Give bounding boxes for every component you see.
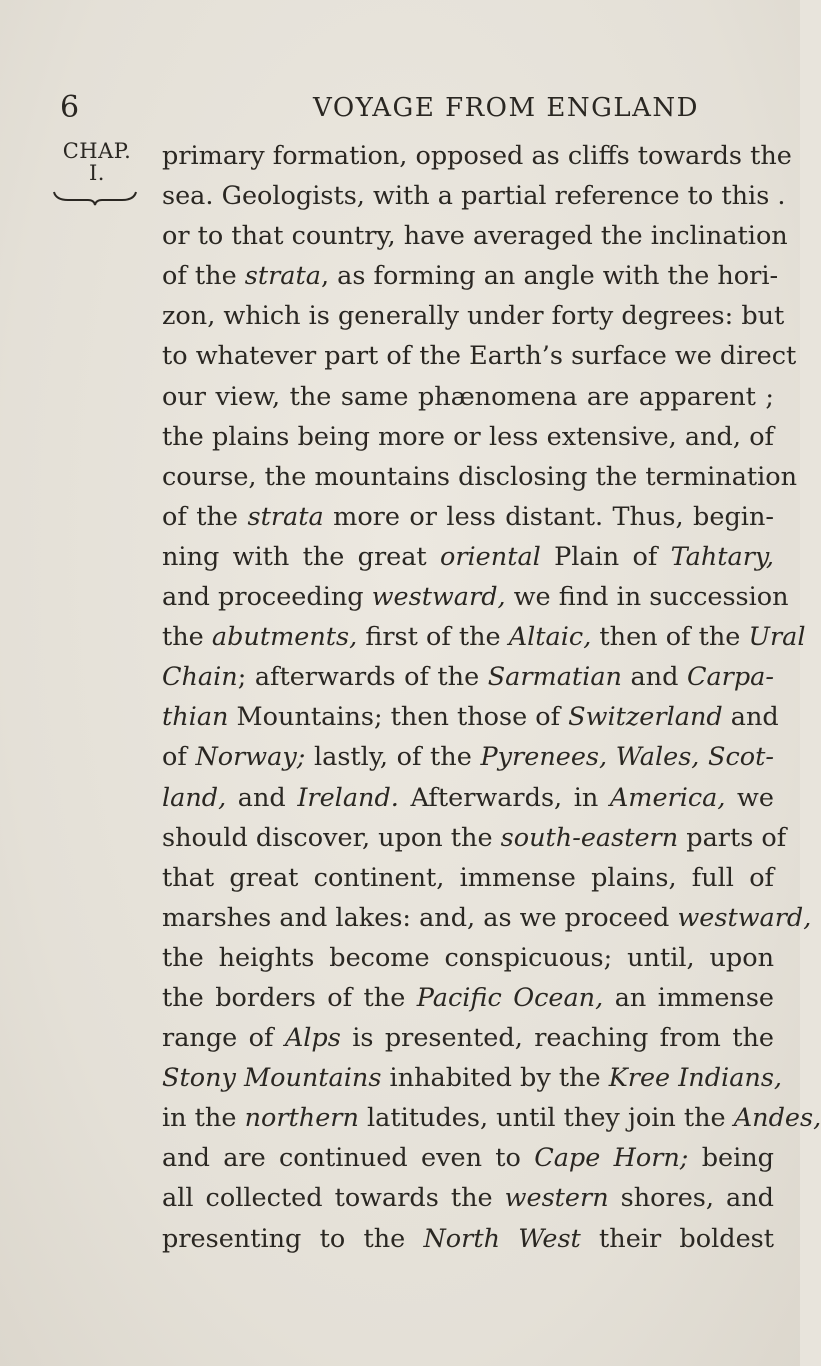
italic-term: Alps xyxy=(284,1023,341,1054)
italic-term: Norway; xyxy=(195,742,306,773)
italic-term: land, xyxy=(162,782,227,813)
italic-term: strata xyxy=(244,261,321,292)
text-line: primary formation, opposed as cliffs towards the xyxy=(162,141,792,171)
italic-term: Altaic, xyxy=(508,622,592,653)
chapter-label: CHAP. xyxy=(62,139,132,163)
italic-term: Ural xyxy=(748,622,806,653)
italic-term: westward, xyxy=(371,582,506,613)
italic-term: Ireland. xyxy=(297,782,399,813)
italic-term: Cape Horn; xyxy=(534,1143,689,1174)
chapter-sidenote xyxy=(52,140,142,206)
italic-term: Tahtary, xyxy=(670,541,775,572)
text-line: and proceeding westward, we find in succession xyxy=(162,582,789,613)
text-line: the heights become conspicuous; until, upon xyxy=(162,942,774,973)
brace-ornament xyxy=(52,190,138,206)
italic-term: Chain xyxy=(162,662,238,693)
text-line: thian Mountains; then those of Switzerland and xyxy=(162,702,779,733)
text-line: sea. Geologists, with a partial reference to this . xyxy=(162,181,786,212)
italic-term: oriental xyxy=(439,541,541,572)
text-line: land, and Ireland. Afterwards, in America, we xyxy=(162,782,774,813)
text-line: Chain; afterwards of the Sarmatian and Carpa- xyxy=(162,662,774,693)
text-line: and are continued even to Cape Horn; being xyxy=(162,1143,775,1174)
italic-term: Andes, xyxy=(733,1103,821,1134)
text-line: to whatever part of the Earth’s surface we direct xyxy=(162,341,797,372)
page-header xyxy=(0,88,800,128)
text-line: zon, which is generally under forty degrees: but xyxy=(162,301,785,332)
italic-term: North West xyxy=(423,1223,581,1254)
italic-term: Sarmatian xyxy=(487,662,622,693)
text-line: the abutments, first of the Altaic, then of the Ural xyxy=(162,622,806,653)
italic-term: northern xyxy=(244,1103,359,1134)
italic-term: Switzerland xyxy=(568,702,723,733)
italic-term: Stony Mountains xyxy=(162,1063,382,1094)
running-title: VOYAGE FROM ENGLAND xyxy=(313,93,700,123)
text-line: course, the mountains disclosing the termination xyxy=(162,461,798,492)
text-line: or to that country, have averaged the inclination xyxy=(162,221,788,252)
text-line: of Norway; lastly, of the Pyrenees, Wales, Scot- xyxy=(162,742,775,773)
text-line: of the strata, as forming an angle with the hori- xyxy=(162,261,779,292)
text-line: presenting to the North West their boldest xyxy=(162,1223,774,1254)
text-line: marshes and lakes: and, as we proceed westward, xyxy=(162,902,812,933)
text-line: range of Alps is presented, reaching from the xyxy=(162,1023,774,1054)
italic-term: abutments, xyxy=(211,622,358,653)
body-text xyxy=(162,136,821,1259)
text-line: of the strata more or less distant. Thus, begin- xyxy=(162,501,774,532)
text-line: the plains being more or less extensive, and, of xyxy=(162,421,774,452)
text-line: our view, the same phænomena are apparent ; xyxy=(162,381,774,412)
italic-term: America, xyxy=(609,782,726,813)
italic-term: Carpa- xyxy=(686,662,774,693)
italic-term: strata xyxy=(247,501,324,532)
italic-term: Pyrenees, Wales, Scot- xyxy=(480,742,775,773)
italic-term: westward, xyxy=(677,902,812,933)
page-number: 6 xyxy=(60,90,80,125)
italic-term: south-eastern xyxy=(500,822,679,853)
text-line: all collected towards the western shores, and xyxy=(162,1183,774,1214)
italic-term: Pacific Ocean, xyxy=(416,982,604,1013)
text-line: Stony Mountains inhabited by the Kree Indians, xyxy=(162,1063,783,1094)
text-line: ning with the great oriental Plain of Tahtary, xyxy=(162,541,775,572)
text-line: should discover, upon the south-eastern parts of xyxy=(162,822,787,853)
italic-term: thian xyxy=(162,702,229,733)
chapter-number: I. xyxy=(89,161,105,185)
text-line: the borders of the Pacific Ocean, an immense xyxy=(162,982,775,1013)
text-line: that great continent, immense plains, full of xyxy=(162,862,774,893)
italic-term: western xyxy=(504,1183,609,1214)
text-line: in the northern latitudes, until they join the Andes, xyxy=(162,1103,821,1134)
italic-term: Kree Indians, xyxy=(608,1063,783,1094)
